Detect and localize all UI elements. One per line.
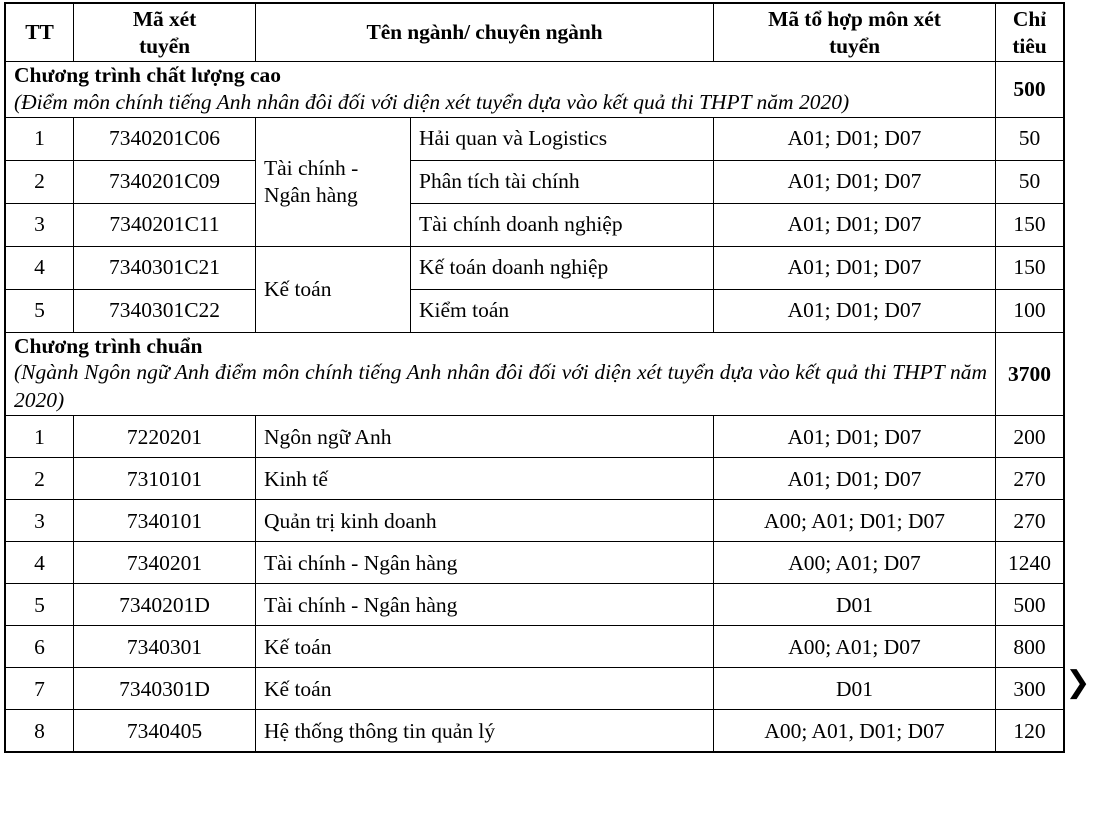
- row-quota: 200: [996, 416, 1064, 458]
- row-subject-combination: A00; A01; D07: [714, 542, 996, 584]
- row-major: Kế toán: [256, 626, 714, 668]
- row-index: 4: [6, 246, 74, 289]
- row-specialization: Phân tích tài chính: [411, 160, 714, 203]
- row-quota: 50: [996, 117, 1064, 160]
- row-index: 5: [6, 584, 74, 626]
- row-index: 2: [6, 458, 74, 500]
- row-admission-code: 7220201: [74, 416, 256, 458]
- row-major: Quản trị kinh doanh: [256, 500, 714, 542]
- row-subject-combination: D01: [714, 668, 996, 710]
- row-major-group: Tài chính - Ngân hàng: [256, 117, 411, 246]
- row-subject-combination: A01; D01; D07: [714, 458, 996, 500]
- header-admission-code: [74, 4, 256, 62]
- row-index: 3: [6, 203, 74, 246]
- section-quota: 500: [996, 62, 1064, 118]
- row-subject-combination: A00; A01; D07: [714, 626, 996, 668]
- header-admission-code-line2: tuyển: [139, 33, 190, 58]
- row-quota: 270: [996, 458, 1064, 500]
- header-major-name: Tên ngành/ chuyên ngành: [256, 4, 714, 62]
- row-quota: 500: [996, 584, 1064, 626]
- row-admission-code: 7340201C11: [74, 203, 256, 246]
- table-row: [6, 289, 1064, 332]
- row-quota: 300: [996, 668, 1064, 710]
- row-admission-code: 7340301C21: [74, 246, 256, 289]
- row-quota: 270: [996, 500, 1064, 542]
- row-admission-code: 7340301C22: [74, 289, 256, 332]
- row-subject-combination: A01; D01; D07: [714, 203, 996, 246]
- row-quota: 800: [996, 626, 1064, 668]
- row-subject-combination: A01; D01; D07: [714, 289, 996, 332]
- row-admission-code: 7340201: [74, 542, 256, 584]
- chevron-right-icon[interactable]: ❯: [1065, 665, 1091, 700]
- row-specialization: Hải quan và Logistics: [411, 117, 714, 160]
- header-subject-combination: [714, 4, 996, 62]
- table-row: [6, 626, 1064, 668]
- row-index: 2: [6, 160, 74, 203]
- row-index: 1: [6, 416, 74, 458]
- row-admission-code: 7340301D: [74, 668, 256, 710]
- header-quota-line1: Chỉ: [1012, 7, 1047, 32]
- header-row: [6, 4, 1064, 62]
- table-row: [6, 458, 1064, 500]
- section-standard-program: [6, 332, 1064, 752]
- row-subject-combination: A01; D01; D07: [714, 117, 996, 160]
- row-major: Kế toán: [256, 668, 714, 710]
- row-major: Tài chính - Ngân hàng: [256, 584, 714, 626]
- header-subject-combination-line2: tuyển: [829, 33, 880, 58]
- admissions-quota-table: [5, 3, 1064, 752]
- row-index: 7: [6, 668, 74, 710]
- table-row: [6, 246, 1064, 289]
- row-subject-combination: A01; D01; D07: [714, 160, 996, 203]
- row-index: 1: [6, 117, 74, 160]
- row-quota: 50: [996, 160, 1064, 203]
- row-admission-code: 7340301: [74, 626, 256, 668]
- table-header: [6, 4, 1064, 62]
- row-quota: 150: [996, 246, 1064, 289]
- section-note: (Điểm môn chính tiếng Anh nhân đôi đối với diện xét tuyển dựa vào kết quả thi THPT năm 2020): [14, 89, 850, 114]
- row-quota: 150: [996, 203, 1064, 246]
- section-banner-row: [6, 62, 1064, 118]
- row-admission-code: 7310101: [74, 458, 256, 500]
- section-high-quality-program: [6, 62, 1064, 333]
- row-major-group: Kế toán: [256, 246, 411, 332]
- row-admission-code: 7340101: [74, 500, 256, 542]
- row-index: 3: [6, 500, 74, 542]
- header-quota: [996, 4, 1064, 62]
- section-note: (Ngành Ngôn ngữ Anh điểm môn chính tiếng Anh nhân đôi đối với diện xét tuyển dựa vào kết quả thi THPT năm 2020): [14, 360, 987, 413]
- row-major: Kinh tế: [256, 458, 714, 500]
- row-index: 4: [6, 542, 74, 584]
- section-banner-text: [6, 62, 996, 118]
- table-row: [6, 542, 1064, 584]
- section-quota: 3700: [996, 332, 1064, 416]
- header-subject-combination-line1: Mã tổ hợp môn xét: [768, 7, 941, 32]
- row-admission-code: 7340201C06: [74, 117, 256, 160]
- row-major: Ngôn ngữ Anh: [256, 416, 714, 458]
- row-quota: 1240: [996, 542, 1064, 584]
- row-major: Tài chính - Ngân hàng: [256, 542, 714, 584]
- section-banner-text: [6, 332, 996, 416]
- table-row: [6, 117, 1064, 160]
- table-row: [6, 500, 1064, 542]
- row-quota: 120: [996, 710, 1064, 752]
- table-row: [6, 160, 1064, 203]
- row-quota: 100: [996, 289, 1064, 332]
- row-index: 8: [6, 710, 74, 752]
- row-subject-combination: A00; A01; D01; D07: [714, 500, 996, 542]
- row-subject-combination: D01: [714, 584, 996, 626]
- section-title: Chương trình chất lượng cao: [14, 63, 282, 87]
- row-specialization: Kế toán doanh nghiệp: [411, 246, 714, 289]
- table-row: [6, 203, 1064, 246]
- table-row: [6, 710, 1064, 752]
- row-specialization: Tài chính doanh nghiệp: [411, 203, 714, 246]
- header-quota-line2: tiêu: [1012, 33, 1047, 58]
- row-subject-combination: A01; D01; D07: [714, 416, 996, 458]
- section-banner-row: [6, 332, 1064, 416]
- table-row: [6, 668, 1064, 710]
- table-row: [6, 584, 1064, 626]
- row-admission-code: 7340405: [74, 710, 256, 752]
- row-index: 6: [6, 626, 74, 668]
- row-specialization: Kiểm toán: [411, 289, 714, 332]
- row-major: Hệ thống thông tin quản lý: [256, 710, 714, 752]
- table-row: [6, 416, 1064, 458]
- header-admission-code-line1: Mã xét: [132, 7, 197, 32]
- row-index: 5: [6, 289, 74, 332]
- row-subject-combination: A00; A01, D01; D07: [714, 710, 996, 752]
- row-subject-combination: A01; D01; D07: [714, 246, 996, 289]
- row-admission-code: 7340201D: [74, 584, 256, 626]
- header-tt: TT: [6, 4, 74, 62]
- row-admission-code: 7340201C09: [74, 160, 256, 203]
- section-title: Chương trình chuẩn: [14, 333, 203, 358]
